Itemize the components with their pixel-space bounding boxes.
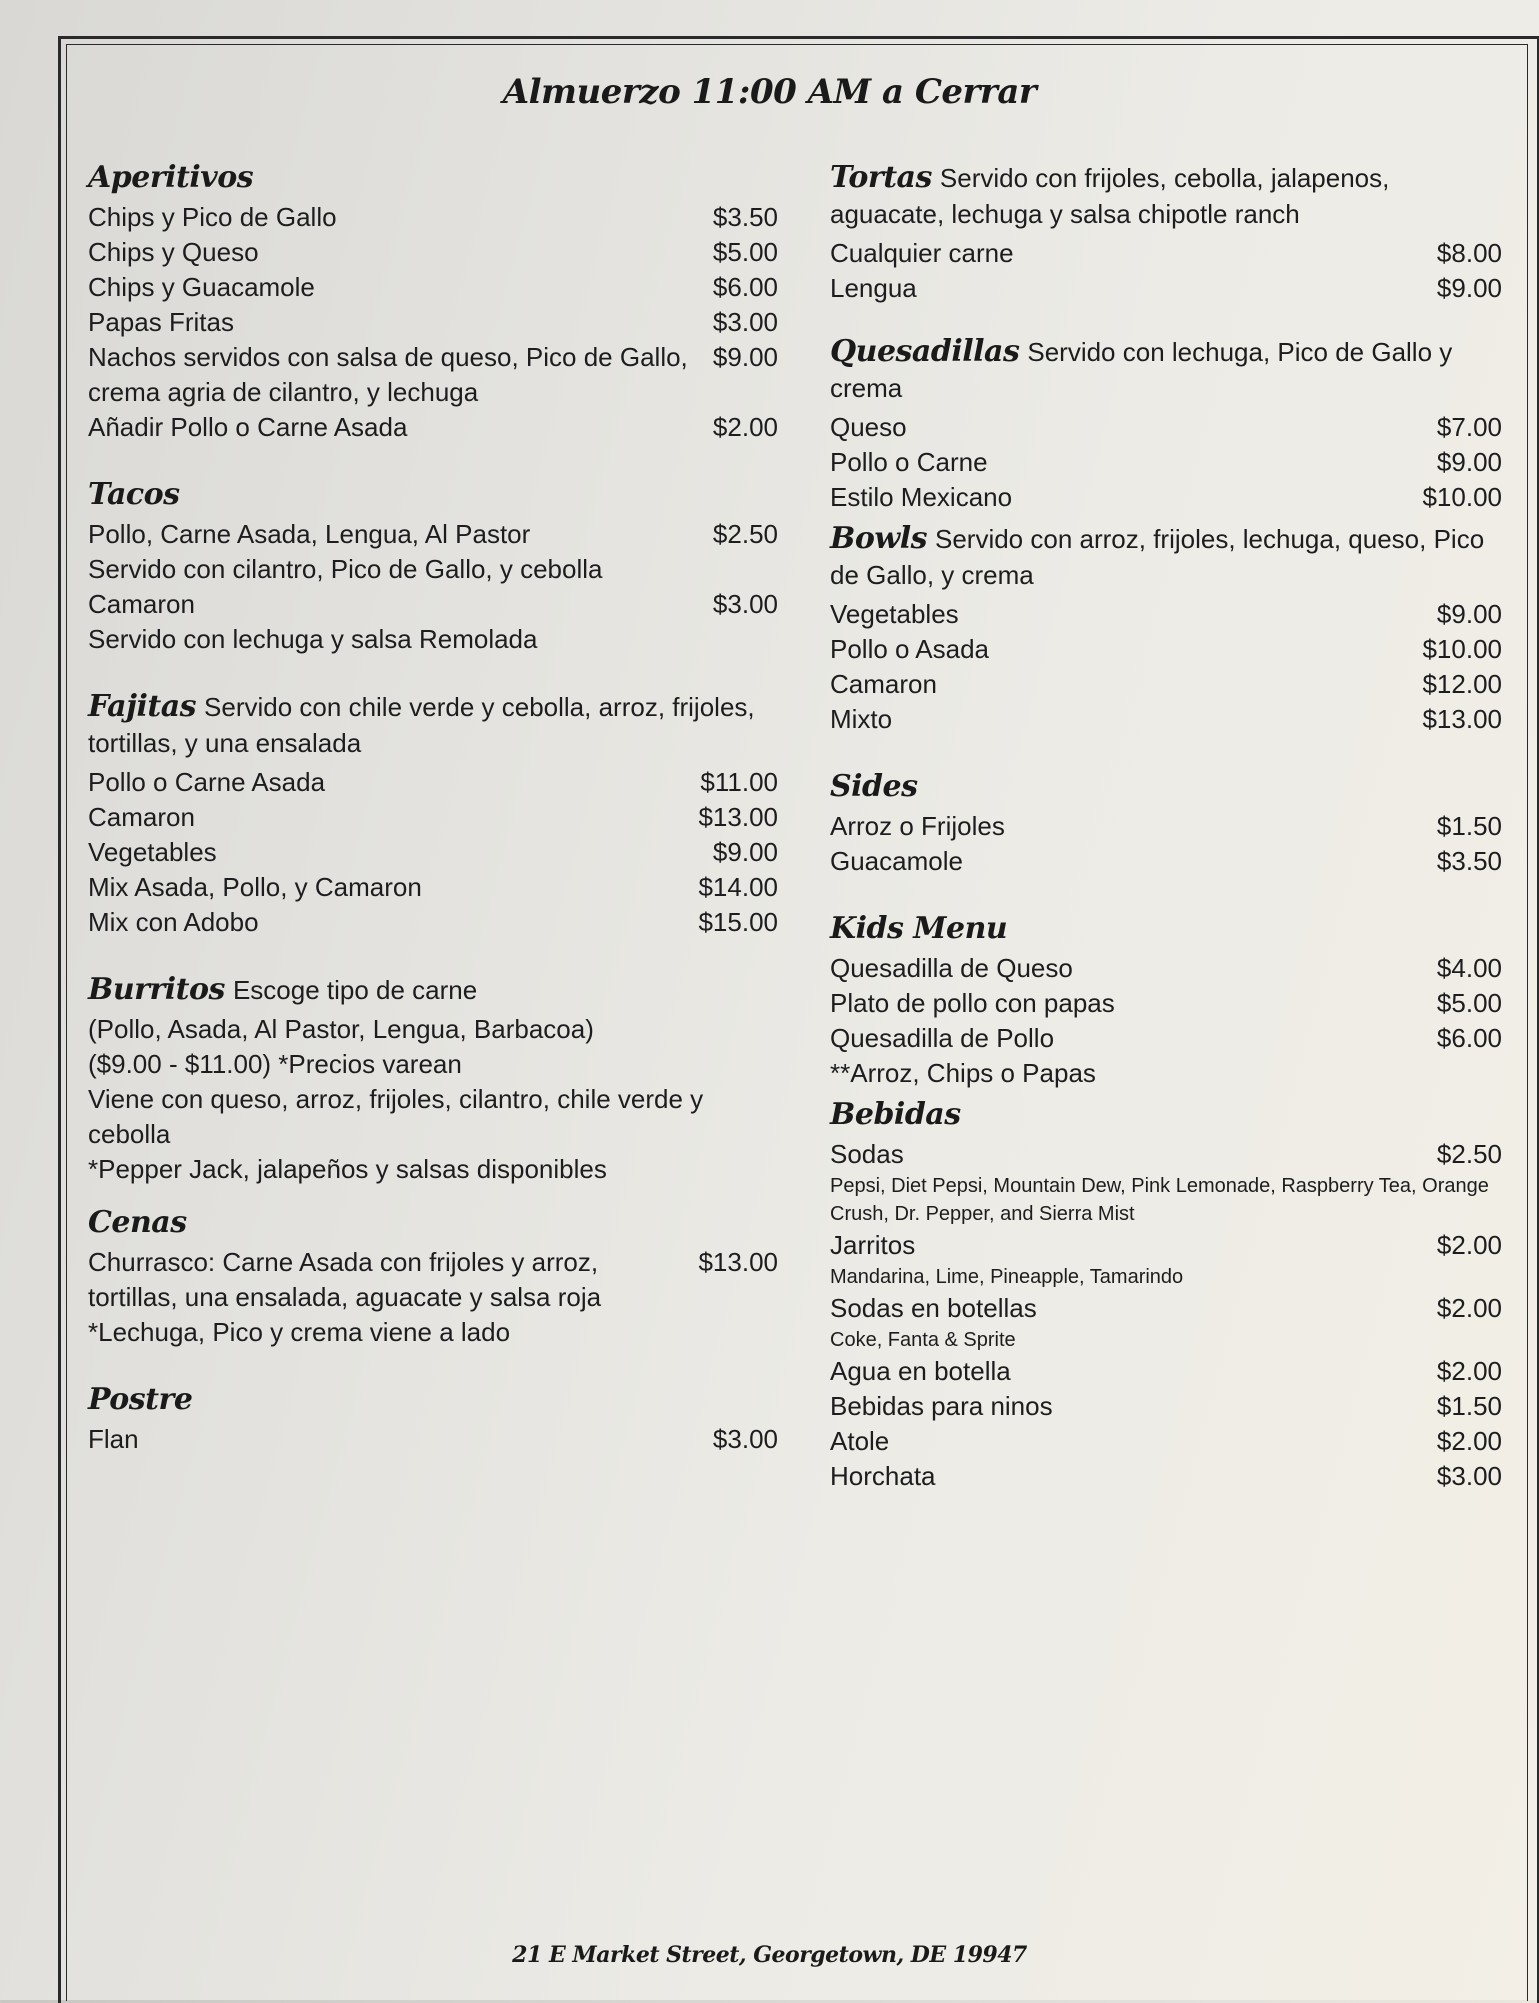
menu-item <box>88 1422 778 1457</box>
item-note: crema agria de cilantro, y lechuga <box>88 377 479 407</box>
section-heading: Sides <box>830 769 918 804</box>
menu-item <box>830 1228 1502 1263</box>
section-sides <box>830 769 1502 879</box>
item-note: Servido con lechuga y salsa Remolada <box>88 624 538 654</box>
menu-item <box>88 870 778 905</box>
item-price: $3.00 <box>712 307 778 337</box>
menu-item <box>830 236 1502 271</box>
item-note: *Pepper Jack, jalapeños y salsas disponibles <box>88 1154 607 1184</box>
item-note: Coke, Fanta & Sprite <box>830 1329 1016 1351</box>
menu-item <box>830 702 1502 737</box>
item-name: Camaron <box>88 802 195 832</box>
item-price: $3.50 <box>712 202 778 232</box>
item-name: Queso <box>830 412 907 442</box>
item-price: $2.00 <box>1436 1293 1502 1323</box>
item-name: Sodas <box>830 1139 904 1169</box>
item-name: Quesadilla de Queso <box>830 953 1073 983</box>
item-name: Vegetables <box>88 837 217 867</box>
section-heading: Burritos <box>88 972 225 1007</box>
menu-item <box>830 986 1502 1021</box>
item-price: $4.00 <box>1436 953 1502 983</box>
menu-item <box>88 1245 778 1280</box>
section-heading: Fajitas <box>88 689 197 724</box>
section-heading: Tacos <box>88 477 180 512</box>
item-name: Atole <box>830 1426 890 1456</box>
menu-item <box>830 1424 1502 1459</box>
item-name: Pollo o Carne <box>830 447 988 477</box>
section-fajitas <box>88 689 778 940</box>
item-price: $2.00 <box>1436 1230 1502 1260</box>
item-price: $3.00 <box>1436 1461 1502 1491</box>
item-name: Añadir Pollo o Carne Asada <box>88 412 408 442</box>
section-description: Escoge tipo de carne <box>232 975 478 1005</box>
item-name: Sodas en botellas <box>830 1293 1037 1323</box>
item-price: $9.00 <box>1436 447 1502 477</box>
item-price: $5.00 <box>712 237 778 267</box>
section-burritos <box>88 972 778 1187</box>
item-note: (Pollo, Asada, Al Pastor, Lengua, Barbacoa) <box>88 1014 594 1044</box>
item-price: $15.00 <box>698 907 778 937</box>
section-bebidas <box>830 1097 1502 1494</box>
menu-item <box>88 200 778 235</box>
item-price: $9.00 <box>1436 599 1502 629</box>
menu-item <box>88 835 778 870</box>
menu-item <box>88 800 778 835</box>
item-price: $3.50 <box>1436 846 1502 876</box>
item-note: tortillas, una ensalada, aguacate y salsa roja <box>88 1282 602 1312</box>
item-price: $13.00 <box>1422 704 1502 734</box>
item-price: $13.00 <box>698 802 778 832</box>
item-price: $9.00 <box>712 342 778 372</box>
menu-item <box>88 765 778 800</box>
menu-item <box>88 905 778 940</box>
menu-item <box>830 597 1502 632</box>
item-price: $5.00 <box>1436 988 1502 1018</box>
section-bowls <box>830 521 1502 737</box>
item-price: $3.00 <box>712 1424 778 1454</box>
item-name: Arroz o Frijoles <box>830 811 1005 841</box>
section-heading: Bebidas <box>830 1097 961 1132</box>
right-column <box>830 160 1502 1526</box>
section-quesadillas <box>830 334 1502 515</box>
item-name: Flan <box>88 1424 139 1454</box>
item-name: Plato de pollo con papas <box>830 988 1115 1018</box>
item-name: Agua en botella <box>830 1356 1011 1386</box>
item-price: $6.00 <box>712 272 778 302</box>
menu-item <box>830 410 1502 445</box>
menu-item <box>830 632 1502 667</box>
item-price: $3.00 <box>712 589 778 619</box>
menu-item <box>830 1291 1502 1326</box>
section-description: Servido con frijoles, cebolla, jalapenos, aguacate, lechuga y salsa chipotle ranch <box>830 163 1390 229</box>
item-name: Chips y Guacamole <box>88 272 315 302</box>
item-price: $9.00 <box>1436 273 1502 303</box>
item-note: Viene con queso, arroz, frijoles, cilantro, chile verde y cebolla <box>88 1084 704 1149</box>
section-heading: Cenas <box>88 1205 187 1240</box>
item-price: $6.00 <box>1436 1023 1502 1053</box>
section-aperitivos <box>88 160 778 445</box>
menu-item <box>830 1389 1502 1424</box>
item-name: Vegetables <box>830 599 959 629</box>
item-price: $11.00 <box>700 767 778 797</box>
item-name: Bebidas para ninos <box>830 1391 1053 1421</box>
item-note: Mandarina, Lime, Pineapple, Tamarindo <box>830 1266 1184 1288</box>
item-price: $2.00 <box>1436 1356 1502 1386</box>
item-price: $1.50 <box>1436 811 1502 841</box>
item-name: Guacamole <box>830 846 963 876</box>
item-name: Pollo o Asada <box>830 634 990 664</box>
item-price: $12.00 <box>1422 669 1502 699</box>
section-tacos <box>88 477 778 657</box>
menu-item <box>88 587 778 622</box>
item-price: $14.00 <box>698 872 778 902</box>
item-name: Camaron <box>88 589 195 619</box>
menu-item <box>88 270 778 305</box>
item-name: Papas Fritas <box>88 307 234 337</box>
item-name: Mix Asada, Pollo, y Camaron <box>88 872 422 902</box>
section-description: Servido con chile verde y cebolla, arroz, frijoles, tortillas, y una ensalada <box>88 692 755 758</box>
item-price: $10.00 <box>1422 634 1502 664</box>
item-name: Estilo Mexicano <box>830 482 1013 512</box>
item-name: Camaron <box>830 669 937 699</box>
item-note: ($9.00 - $11.00) *Precios varean <box>88 1049 462 1079</box>
item-name: Horchata <box>830 1461 936 1491</box>
item-price: $7.00 <box>1436 412 1502 442</box>
menu-item <box>830 1021 1502 1056</box>
item-price: $2.00 <box>1436 1426 1502 1456</box>
menu-item <box>830 844 1502 879</box>
item-note: *Lechuga, Pico y crema viene a lado <box>88 1317 511 1347</box>
section-heading: Postre <box>88 1382 193 1417</box>
section-description: Servido con lechuga, Pico de Gallo y crema <box>830 337 1453 403</box>
menu-item <box>88 517 778 552</box>
menu-item <box>830 1459 1502 1494</box>
section-cenas <box>88 1205 778 1350</box>
menu-item <box>830 951 1502 986</box>
section-heading: Quesadillas <box>830 334 1020 369</box>
item-note: Servido con cilantro, Pico de Gallo, y cebolla <box>88 554 603 584</box>
item-price: $9.00 <box>712 837 778 867</box>
section-tortas <box>830 160 1502 306</box>
section-description: Servido con arroz, frijoles, lechuga, queso, Pico de Gallo, y crema <box>830 524 1485 590</box>
menu-item <box>88 235 778 270</box>
menu-item <box>830 271 1502 306</box>
item-price: $13.00 <box>698 1247 778 1277</box>
address-footer: 21 E Market Street, Georgetown, DE 19947 <box>512 1942 1027 1968</box>
section-heading: Aperitivos <box>88 160 254 195</box>
item-name: Jarritos <box>830 1230 916 1260</box>
item-name: Cualquier carne <box>830 238 1014 268</box>
item-price: $10.00 <box>1422 482 1502 512</box>
section-heading: Kids Menu <box>830 911 1008 946</box>
menu-item <box>830 1137 1502 1172</box>
menu-title: Almuerzo 11:00 AM a Cerrar <box>502 72 1037 112</box>
item-note: Pepsi, Diet Pepsi, Mountain Dew, Pink Lemonade, Raspberry Tea, Orange Crush, Dr. Pepper, and Sierra Mist <box>830 1175 1489 1225</box>
item-name: Mix con Adobo <box>88 907 259 937</box>
item-price: $2.50 <box>1436 1139 1502 1169</box>
item-name: Pollo, Carne Asada, Lengua, Al Pastor <box>88 519 531 549</box>
item-name: Nachos servidos con salsa de queso, Pico de Gallo, <box>88 342 688 372</box>
item-price: $8.00 <box>1436 238 1502 268</box>
item-name: Chips y Pico de Gallo <box>88 202 337 232</box>
item-name: Churrasco: Carne Asada con frijoles y arroz, <box>88 1247 599 1277</box>
item-name: Lengua <box>830 273 917 303</box>
menu-item <box>830 445 1502 480</box>
item-name: Chips y Queso <box>88 237 259 267</box>
menu-item <box>830 1354 1502 1389</box>
menu-item <box>830 667 1502 702</box>
item-name: Pollo o Carne Asada <box>88 767 326 797</box>
section-heading: Bowls <box>830 521 927 556</box>
section-heading: Tortas <box>830 160 932 195</box>
menu-item <box>88 410 778 445</box>
menu-item <box>830 480 1502 515</box>
left-column <box>88 160 778 1489</box>
item-name: Mixto <box>830 704 893 734</box>
item-price: $2.00 <box>712 412 778 442</box>
menu-item <box>830 809 1502 844</box>
item-name: Quesadilla de Pollo <box>830 1023 1055 1053</box>
item-note: **Arroz, Chips o Papas <box>830 1058 1096 1088</box>
menu-item <box>88 340 778 375</box>
menu-item <box>88 305 778 340</box>
item-price: $2.50 <box>712 519 778 549</box>
section-kids-menu <box>830 911 1502 1091</box>
item-price: $1.50 <box>1436 1391 1502 1421</box>
section-postre <box>88 1382 778 1457</box>
